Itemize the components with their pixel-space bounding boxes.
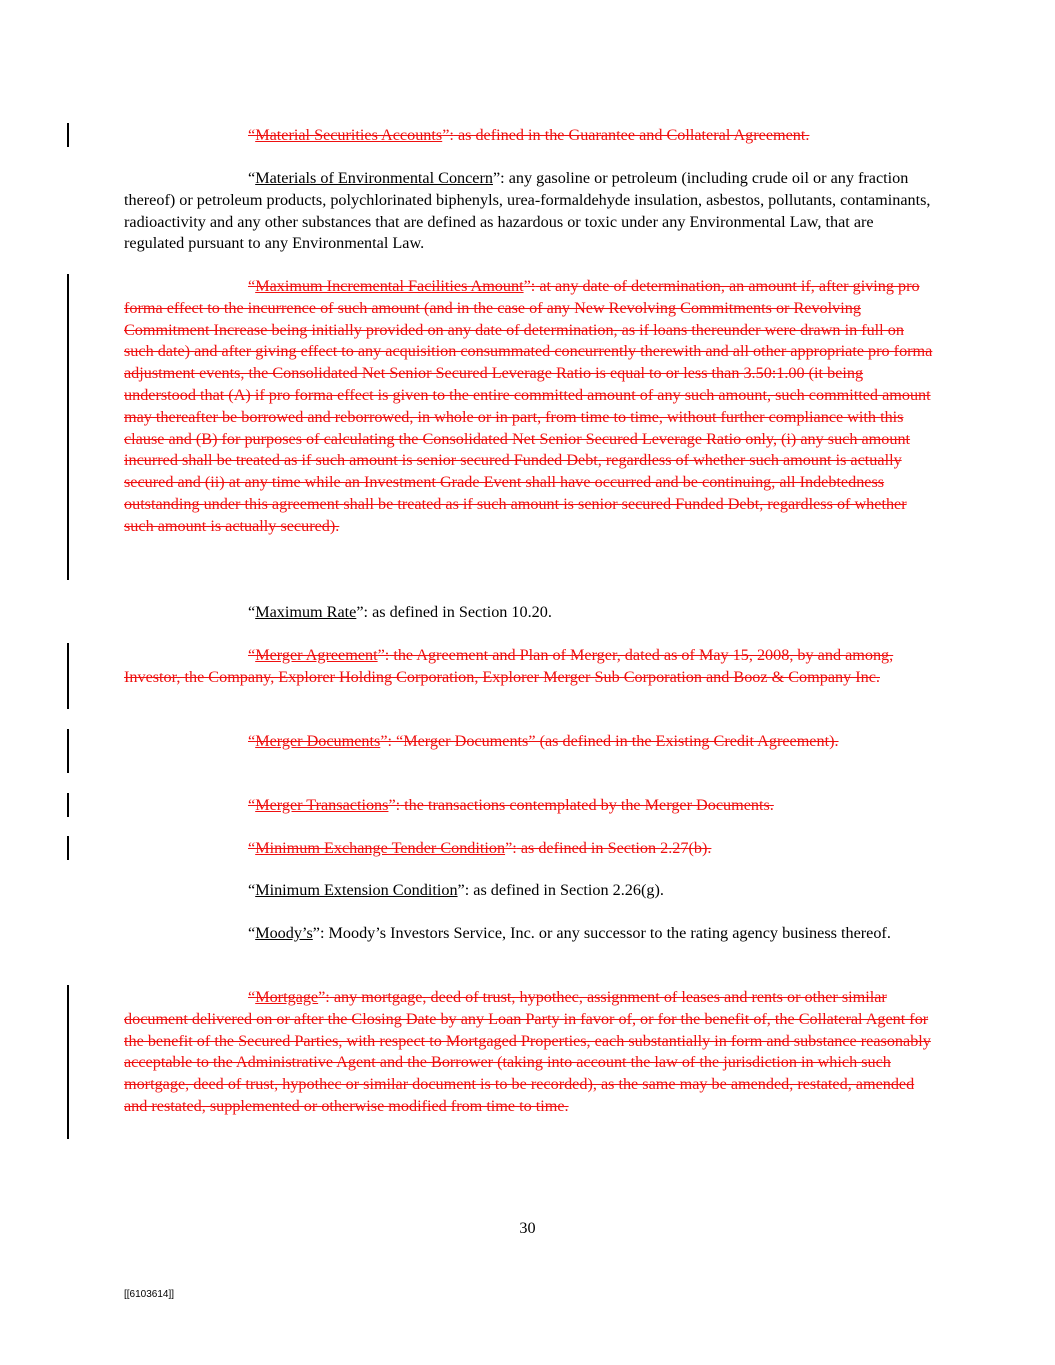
defined-term: Maximum Rate bbox=[255, 603, 357, 621]
defined-term: Minimum Extension Condition bbox=[255, 881, 458, 899]
definition-material-securities-accounts: “Material Securities Accounts”: as defined in the Guarantee and Collateral Agreement. bbox=[248, 126, 810, 144]
change-bar bbox=[67, 836, 69, 860]
defined-term: Maximum Incremental Facilities Amount bbox=[255, 277, 524, 295]
definition-merger-documents: “Merger Documents”: “Merger Documents” (as defined in the Existing Credit Agreement). bbox=[248, 732, 839, 750]
definition-materials-of-environmental-concern: “Materials of Environmental Concern”: any gasoline or petroleum (including crude oil or any fraction thereof) or petroleum products, polychlorinated biphenyls, urea-formaldehyde insulation, asbestos, pollutants, contaminants, radioactivity and any other substances that are defined as hazardous or toxic under any Environmental Law, that are regulated pursuant to any Environmental Law. bbox=[124, 169, 931, 253]
definition-mortgage: “Mortgage”: any mortgage, deed of trust, hypothec, assignment of leases and rents or other similar document delivered on or after the Closing Date by any Loan Party in favor of, or for the benefit of, the Collateral Agent for the benefit of the Secured Parties, with respect to Mortgaged Properties, each substantially in form and substance reasonably acceptable to the Administrative Agent and the Borrower (taking into account the law of the jurisdiction in which such mortgage, deed of trust, hypothec or similar document is to be recorded), as the same may be amended, restated, amended and restated, supplemented or otherwise modified from time to time. bbox=[124, 988, 931, 1115]
document-id: [[6103614]] bbox=[124, 1289, 175, 1300]
definition-merger-transactions: “Merger Transactions”: the transactions contemplated by the Merger Documents. bbox=[248, 796, 774, 814]
defined-term: Material Securities Accounts bbox=[255, 126, 443, 144]
defined-term: Materials of Environmental Concern bbox=[255, 169, 493, 187]
change-bar bbox=[67, 643, 69, 709]
definition-minimum-exchange-tender-condition: “Minimum Exchange Tender Condition”: as defined in Section 2.27(b). bbox=[248, 839, 712, 857]
definition-moodys: “Moody’s”: Moody’s Investors Service, Inc. or any successor to the rating agency business thereof. bbox=[248, 924, 891, 942]
defined-term: Moody’s bbox=[255, 924, 313, 942]
change-bar bbox=[67, 985, 69, 1139]
defined-term: Merger Agreement bbox=[255, 646, 378, 664]
definition-minimum-extension-condition: “Minimum Extension Condition”: as defined in Section 2.26(g). bbox=[248, 881, 664, 899]
definition-maximum-rate: “Maximum Rate”: as defined in Section 10.20. bbox=[248, 603, 552, 621]
page-number: 30 bbox=[519, 1219, 536, 1237]
definition-maximum-incremental-facilities-amount: “Maximum Incremental Facilities Amount”: at any date of determination, an amount if, after giving pro forma effect to the incurrence of such amount (and in the case of any New Revolving Commitments or Revolving Commitment Increase being initially provided on any date of determination, as if loans thereunder were drawn in full on such date) and after giving effect to any acquisition consummated concurrently therewith and all other appropriate pro forma adjustment events, the Consolidated Net Senior Secured Leverage Ratio is equal to or less than 3.50:1.00 (it being understood that (A) if pro forma effect is given to the entire committed amount of any such amount, such committed amount may thereafter be borrowed and reborrowed, in whole or in part, from time to time, without further compliance with this clause and (B) for purposes of calculating the Consolidated Net Senior Secured Leverage Ratio only, (i) any such amount incurred shall be treated as if such amount is senior secured Funded Debt, regardless of whether such amount is actually secured and (ii) at any time while an Investment Grade Event shall have occurred and be continuing, all Indebtedness outstanding under this agreement shall be treated as if such amount is senior secured Funded Debt, regardless of whether such amount is actually secured). bbox=[124, 277, 933, 535]
defined-term: Mortgage bbox=[255, 988, 319, 1006]
change-bar bbox=[67, 793, 69, 817]
defined-term: Minimum Exchange Tender Condition bbox=[255, 839, 506, 857]
defined-term: Merger Documents bbox=[255, 732, 381, 750]
defined-term: Merger Transactions bbox=[255, 796, 389, 814]
change-bar bbox=[67, 274, 69, 580]
definition-merger-agreement: “Merger Agreement”: the Agreement and Plan of Merger, dated as of May 15, 2008, by and among, Investor, the Company, Explorer Holding Corporation, Explorer Merger Sub Corporation and Booz & Company Inc. bbox=[124, 646, 894, 686]
change-bar bbox=[67, 123, 69, 147]
change-bar bbox=[67, 729, 69, 773]
